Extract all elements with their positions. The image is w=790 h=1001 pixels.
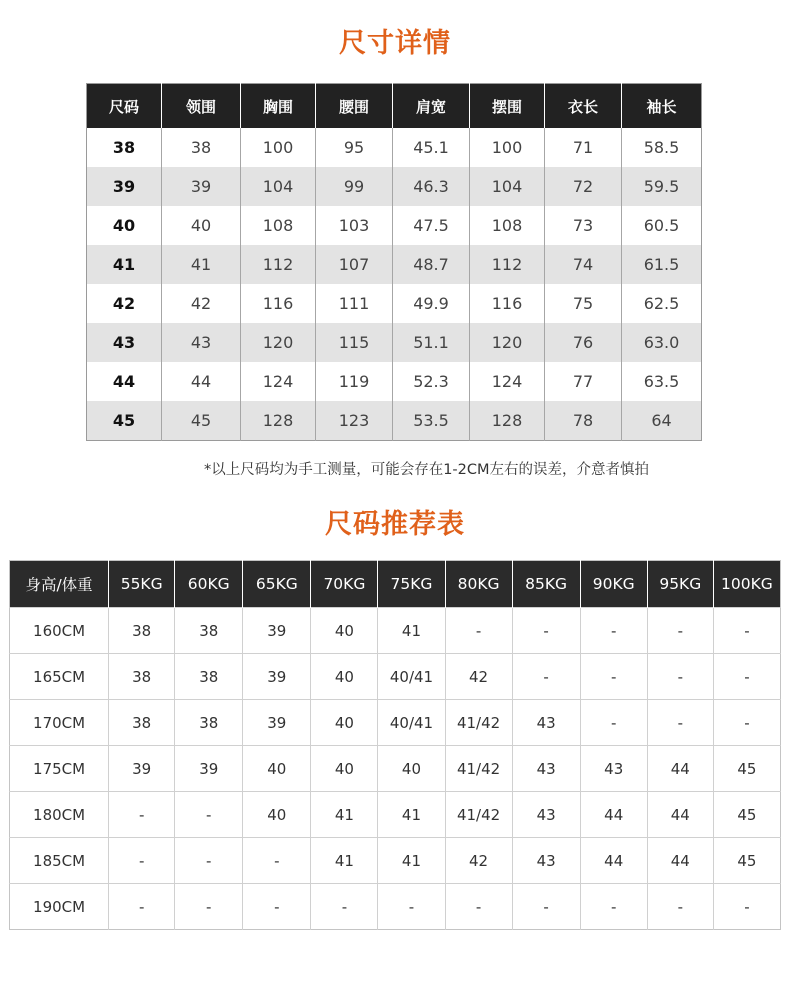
recommendation-cell: 41/42 [445,700,512,746]
recommendation-cell: 44 [580,792,647,838]
size-detail-header-cell: 领围 [162,84,241,129]
recommendation-cell: - [580,884,647,930]
recommendation-cell: - [647,884,713,930]
recommendation-cell: 40 [243,792,311,838]
recommendation-cell: 43 [512,746,580,792]
size-detail-cell: 38 [162,128,241,167]
size-detail-cell: 47.5 [393,206,470,245]
size-detail-table [86,83,702,441]
size-detail-row-label: 43 [87,323,162,362]
size-detail-cell: 73 [545,206,622,245]
size-detail-cell: 119 [316,362,393,401]
recommendation-header-cell: 95KG [647,561,713,608]
size-detail-cell: 100 [470,128,545,167]
size-detail-cell: 51.1 [393,323,470,362]
recommendation-cell: 38 [175,654,243,700]
recommendation-cell: - [713,884,780,930]
recommendation-cell: - [713,654,780,700]
recommendation-header-cell: 55KG [109,561,175,608]
size-detail-cell: 39 [162,167,241,206]
size-detail-cell: 40 [162,206,241,245]
size-detail-row [87,362,702,401]
recommendation-header-cell: 60KG [175,561,243,608]
recommendation-cell: - [647,608,713,654]
size-detail-cell: 128 [241,401,316,441]
recommendation-cell: - [512,608,580,654]
recommendation-cell: 40 [243,746,311,792]
size-detail-cell: 58.5 [622,128,702,167]
size-detail-cell: 61.5 [622,245,702,284]
size-detail-title: 尺寸详情 [339,28,451,59]
recommendation-cell: - [647,654,713,700]
size-detail-cell: 53.5 [393,401,470,441]
recommendation-row-label: 175CM [10,746,109,792]
size-detail-row-label: 44 [112,372,136,391]
size-detail-row [87,206,702,245]
size-detail-row [87,167,702,206]
size-detail-cell: 104 [241,167,316,206]
size-detail-cell: 128 [470,401,545,441]
recommendation-cell: 44 [580,838,647,884]
recommendation-cell: 44 [647,792,713,838]
recommendation-cell: 41/42 [445,792,512,838]
size-detail-cell: 116 [470,284,545,323]
size-detail-header-cell: 尺码 [87,84,162,129]
size-detail-cell: 45 [162,401,241,441]
size-detail-cell: 95 [316,128,393,167]
size-detail-row-label: 41 [87,245,162,284]
recommendation-header-cell: 85KG [512,561,580,608]
recommendation-cell: - [580,608,647,654]
size-detail-cell: 112 [470,245,545,284]
recommendation-cell: - [109,838,175,884]
size-detail-cell: 78 [545,401,622,441]
size-detail-cell: 120 [470,323,545,362]
size-detail-cell: 48.7 [393,245,470,284]
size-detail-cell: 112 [241,245,316,284]
size-recommendation-table [9,560,781,930]
size-detail-cell: 77 [545,362,622,401]
size-detail-cell: 120 [241,323,316,362]
size-detail-header-cell: 摆围 [470,84,545,129]
recommendation-cell: 42 [445,654,512,700]
size-detail-cell: 63.5 [622,362,702,401]
recommendation-cell: - [175,838,243,884]
recommendation-cell: 39 [243,654,311,700]
size-detail-cell: 63.0 [622,323,702,362]
recommendation-cell: 39 [175,746,243,792]
recommendation-header-cell: 90KG [580,561,647,608]
recommendation-header-cell: 身高/体重 [10,561,109,608]
recommendation-row [10,608,781,654]
size-detail-header-cell: 袖长 [622,84,702,129]
size-detail-cell: 52.3 [393,362,470,401]
size-detail-cell: 123 [316,401,393,441]
size-detail-cell: 115 [316,323,393,362]
measurement-note: *以上尺码均为手工测量，可能会存在1-2CM左右的误差，介意者慎拍 [203,462,650,478]
recommendation-row [10,746,781,792]
size-detail-row [87,401,702,441]
size-detail-row [87,245,702,284]
recommendation-cell: - [713,700,780,746]
recommendation-header-cell: 75KG [378,561,445,608]
recommendation-cell: - [512,654,580,700]
recommendation-header-cell: 80KG [445,561,512,608]
recommendation-cell: 40 [311,700,378,746]
size-detail-header-cell: 腰围 [316,84,393,129]
size-detail-cell: 64 [622,401,702,441]
recommendation-cell: - [713,608,780,654]
size-detail-cell: 103 [316,206,393,245]
size-detail-row-label: 42 [112,294,136,313]
recommendation-cell: 40 [311,746,378,792]
recommendation-cell: 39 [243,700,311,746]
recommendation-cell: - [445,884,512,930]
recommendation-cell: - [175,792,243,838]
recommendation-cell: 43 [580,746,647,792]
size-detail-cell: 108 [241,206,316,245]
recommendation-cell: - [243,884,311,930]
recommendation-cell: - [647,700,713,746]
recommendation-cell: - [512,884,580,930]
recommendation-header-cell: 100KG [713,561,780,608]
size-detail-cell: 75 [545,284,622,323]
size-detail-cell: 124 [241,362,316,401]
size-detail-row [87,128,702,167]
recommendation-cell: - [378,884,445,930]
size-detail-cell: 107 [316,245,393,284]
recommendation-cell: 45 [713,746,780,792]
recommendation-cell: 41 [378,838,445,884]
recommendation-cell: 44 [647,746,713,792]
recommendation-row [10,654,781,700]
recommendation-row-label: 180CM [10,792,109,838]
recommendation-row [10,884,781,930]
recommendation-title: 尺码推荐表 [325,509,465,540]
size-detail-cell: 72 [545,167,622,206]
size-detail-cell: 116 [241,284,316,323]
size-detail-header-cell: 胸围 [241,84,316,129]
recommendation-cell: - [311,884,378,930]
recommendation-cell: 45 [713,792,780,838]
size-detail-cell: 111 [316,284,393,323]
size-detail-cell: 76 [545,323,622,362]
recommendation-cell: 43 [512,792,580,838]
size-detail-cell: 124 [470,362,545,401]
recommendation-cell: 41 [311,838,378,884]
size-detail-cell: 62.5 [622,284,702,323]
size-detail-header-row [87,84,702,129]
recommendation-row-label: 160CM [10,608,109,654]
size-detail-cell: 108 [470,206,545,245]
recommendation-cell: - [109,792,175,838]
recommendation-row-label: 190CM [10,884,109,930]
size-detail-cell: 100 [241,128,316,167]
recommendation-cell: 41/42 [445,746,512,792]
size-detail-cell: 74 [545,245,622,284]
recommendation-cell: 38 [175,608,243,654]
size-detail-cell: 42 [162,284,241,323]
size-detail-row-label: 45 [87,401,162,441]
recommendation-cell: 39 [243,608,311,654]
recommendation-cell: - [175,884,243,930]
recommendation-cell: 40/41 [378,654,445,700]
recommendation-cell: 40/41 [378,700,445,746]
recommendation-cell: - [243,838,311,884]
recommendation-cell: 41 [311,792,378,838]
size-detail-cell: 99 [316,167,393,206]
recommendation-cell: 41 [378,608,445,654]
recommendation-cell: 38 [109,700,175,746]
recommendation-cell: 43 [512,838,580,884]
recommendation-cell: 38 [175,700,243,746]
size-detail-cell: 71 [545,128,622,167]
recommendation-cell: - [580,654,647,700]
size-detail-cell: 46.3 [393,167,470,206]
recommendation-cell: 40 [378,746,445,792]
recommendation-cell: - [580,700,647,746]
recommendation-cell: 42 [445,838,512,884]
recommendation-cell: 44 [647,838,713,884]
size-detail-cell: 45.1 [393,128,470,167]
recommendation-cell: 38 [109,608,175,654]
recommendation-cell: 38 [109,654,175,700]
size-detail-header-cell: 肩宽 [393,84,470,129]
size-detail-cell: 60.5 [622,206,702,245]
recommendation-header-row [10,561,781,608]
size-detail-row-label: 40 [112,216,136,235]
size-detail-cell: 49.9 [393,284,470,323]
recommendation-row-label: 185CM [10,838,109,884]
recommendation-row-label: 170CM [10,700,109,746]
recommendation-header-cell: 70KG [311,561,378,608]
recommendation-header-cell: 65KG [243,561,311,608]
size-detail-cell: 43 [162,323,241,362]
size-detail-cell: 41 [162,245,241,284]
size-detail-row [87,284,702,323]
recommendation-cell: 39 [109,746,175,792]
size-detail-cell: 104 [470,167,545,206]
recommendation-row [10,700,781,746]
recommendation-row [10,838,781,884]
size-detail-row-label: 39 [87,167,162,206]
recommendation-cell: 40 [311,654,378,700]
recommendation-row-label: 165CM [10,654,109,700]
recommendation-cell: 40 [311,608,378,654]
size-detail-row [87,323,702,362]
size-detail-cell: 44 [162,362,241,401]
recommendation-row [10,792,781,838]
size-detail-header-cell: 衣长 [545,84,622,129]
recommendation-cell: - [445,608,512,654]
recommendation-cell: 41 [378,792,445,838]
recommendation-cell: - [109,884,175,930]
size-detail-cell: 59.5 [622,167,702,206]
recommendation-cell: 43 [512,700,580,746]
size-detail-row-label: 38 [112,138,136,157]
recommendation-cell: 45 [713,838,780,884]
